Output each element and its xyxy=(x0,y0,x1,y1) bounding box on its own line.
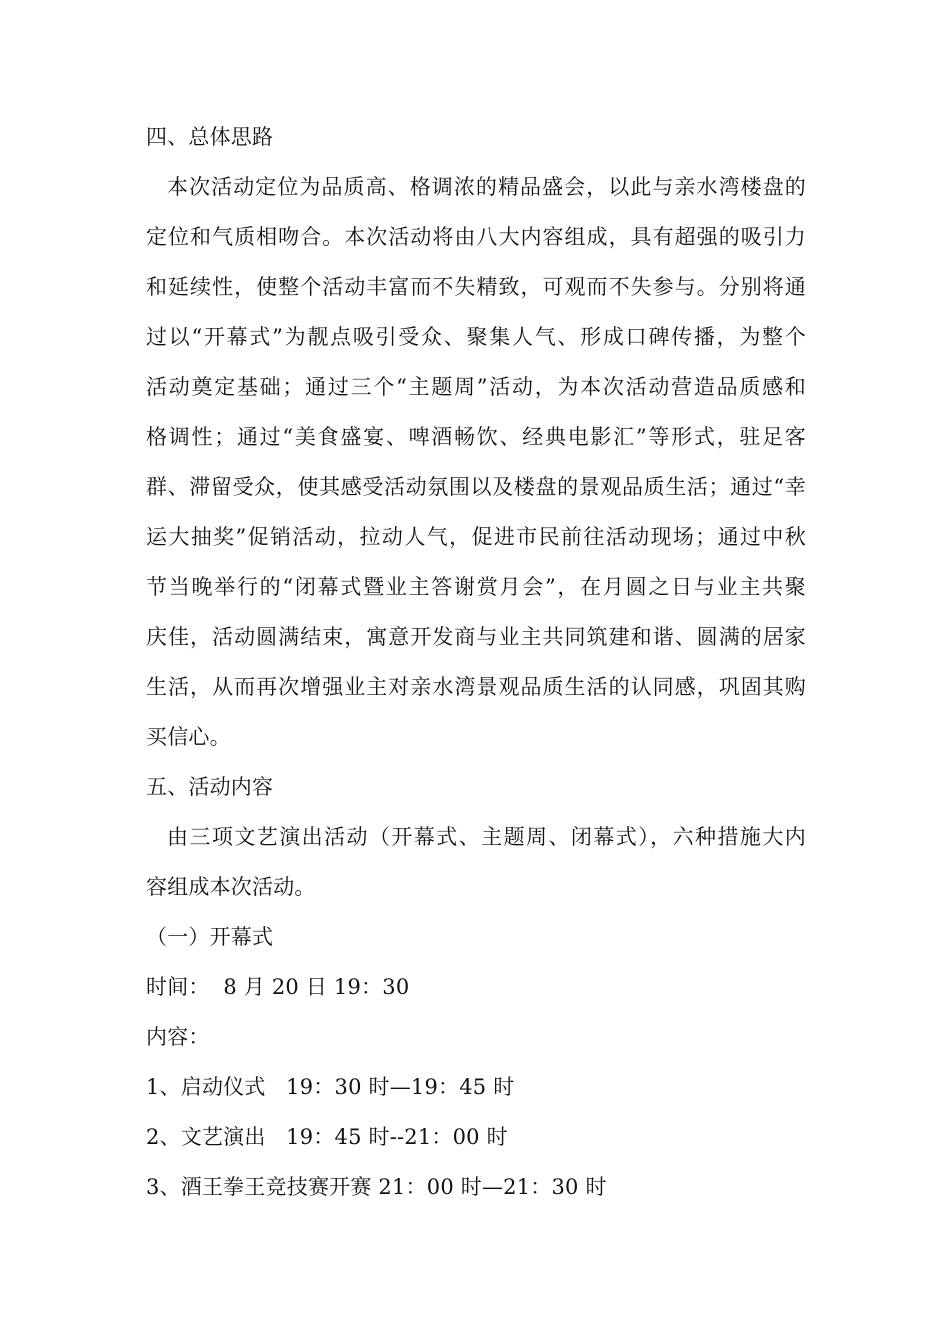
paragraph-line: 过以“开幕式”为靓点吸引受众、聚集人气、形成口碑传播，为整个 xyxy=(146,325,806,349)
paragraph-line: 容组成本次活动。 xyxy=(146,875,316,899)
paragraph-line: 生活，从而再次增强业主对亲水湾景观品质生活的认同感，巩固其购 xyxy=(146,675,806,699)
paragraph-line: 庆佳，活动圆满结束，寓意开发商与业主共同筑建和谐、圆满的居家 xyxy=(146,625,806,649)
paragraph-line: 本次活动定位为品质高、格调浓的精品盛会，以此与亲水湾楼盘的 xyxy=(167,175,806,199)
paragraph-line: 和延续性，使整个活动丰富而不失精致，可观而不失参与。分别将通 xyxy=(146,275,806,299)
paragraph-line: 节当晚举行的“闭幕式暨业主答谢赏月会”，在月圆之日与业主共聚 xyxy=(146,575,806,599)
list-item: 3、酒王拳王竞技赛开赛 21：00 时—21：30 时 xyxy=(146,1175,607,1199)
paragraph-line: 群、滞留受众，使其感受活动氛围以及楼盘的景观品质生活；通过“幸 xyxy=(146,475,806,499)
section-5-heading: 五、活动内容 xyxy=(146,775,274,799)
paragraph-line: 活动奠定基础；通过三个“主题周”活动，为本次活动营造品质感和 xyxy=(146,375,806,399)
section-4-heading: 四、总体思路 xyxy=(146,125,274,149)
paragraph-line: 由三项文艺演出活动（开幕式、主题周、闭幕式），六种措施大内 xyxy=(167,825,806,849)
subsection-heading: （一）开幕式 xyxy=(146,925,274,949)
list-item: 2、文艺演出 19：45 时--21：00 时 xyxy=(146,1125,508,1149)
paragraph-line: 格调性；通过“美食盛宴、啤酒畅饮、经典电影汇”等形式，驻足客 xyxy=(146,425,806,449)
time-line: 时间： 8 月 20 日 19：30 xyxy=(146,975,410,999)
paragraph-line: 定位和气质相吻合。本次活动将由八大内容组成，具有超强的吸引力 xyxy=(146,225,806,249)
list-item: 1、启动仪式 19：30 时—19：45 时 xyxy=(146,1075,515,1099)
content-label: 内容： xyxy=(146,1025,210,1049)
paragraph-line: 买信心。 xyxy=(146,725,231,749)
paragraph-line: 运大抽奖”促销活动，拉动人气，促进市民前往活动现场；通过中秋 xyxy=(146,525,806,549)
